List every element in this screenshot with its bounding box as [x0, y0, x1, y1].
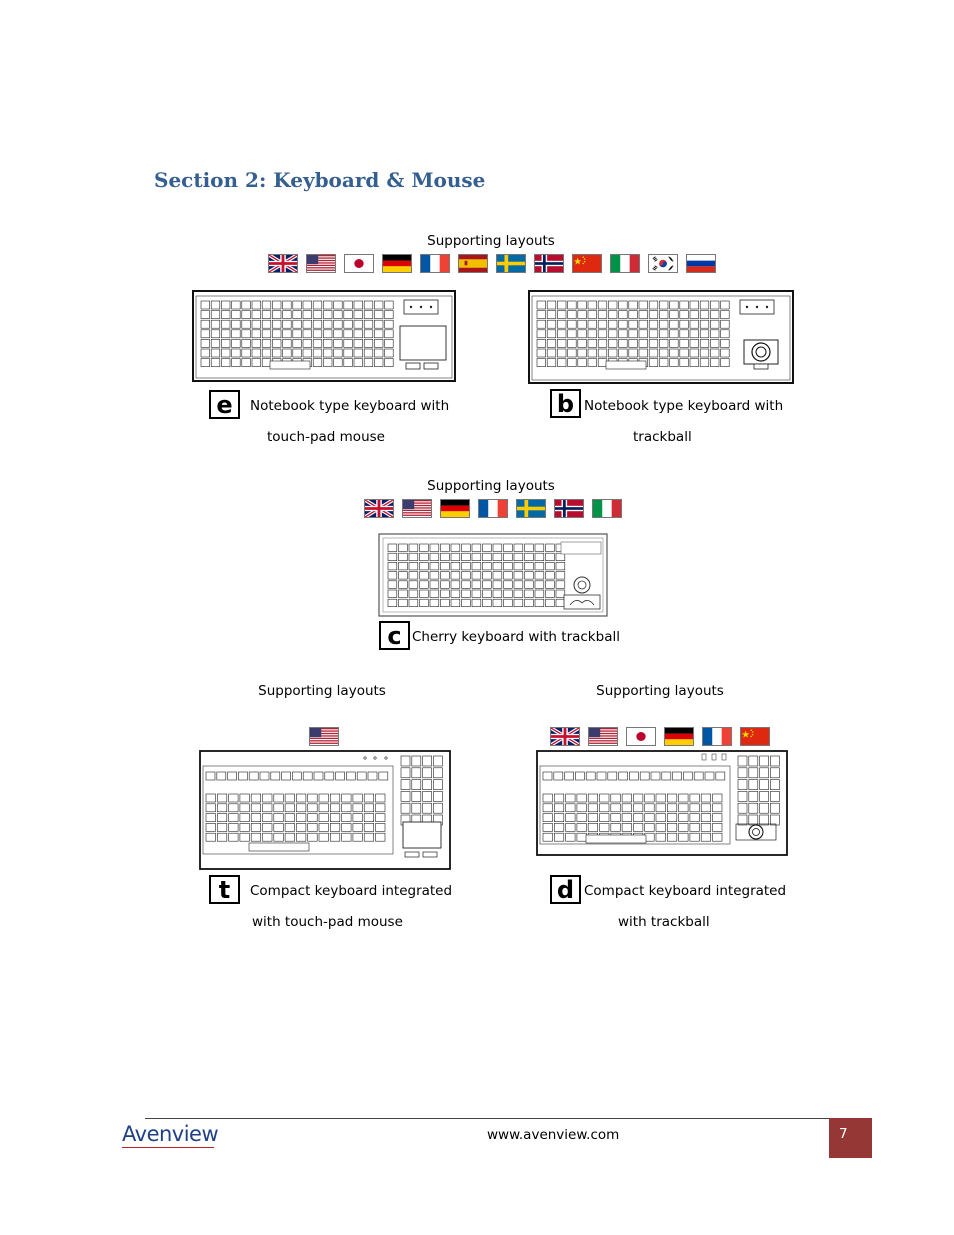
us-flag	[309, 727, 339, 746]
model-letter-d: d	[550, 875, 581, 904]
model-letter-b: b	[550, 389, 581, 418]
cherry-trackball-keyboard-image	[378, 533, 608, 617]
notebook-trackball-keyboard-image	[528, 290, 794, 384]
supporting-layouts-label: Supporting layouts	[596, 683, 724, 699]
compact-touchpad-keyboard-image	[199, 750, 451, 870]
footer-url[interactable]: www.avenview.com	[487, 1127, 620, 1143]
flag-row-compact-trackball	[550, 727, 770, 746]
section-title: Section 2: Keyboard & Mouse	[154, 168, 486, 192]
us-flag	[588, 727, 618, 746]
logo-underline	[122, 1147, 214, 1148]
uk-flag	[364, 499, 394, 518]
us-flag	[306, 254, 336, 273]
model-b-description-line1: Notebook type keyboard with	[584, 398, 784, 414]
germany-flag	[382, 254, 412, 273]
flag-row-compact-touchpad	[309, 727, 339, 746]
model-b-description-line2: trackball	[633, 429, 692, 445]
supporting-layouts-label: Supporting layouts	[427, 478, 555, 494]
china-flag	[572, 254, 602, 273]
spain-flag	[458, 254, 488, 273]
model-letter-c: c	[379, 621, 410, 650]
norway-flag	[534, 254, 564, 273]
model-letter-e: e	[209, 390, 240, 419]
model-letter-t: t	[209, 875, 240, 904]
italy-flag	[592, 499, 622, 518]
italy-flag	[610, 254, 640, 273]
japan-flag	[344, 254, 374, 273]
model-e-description-line1: Notebook type keyboard with	[250, 398, 450, 414]
germany-flag	[664, 727, 694, 746]
norway-flag	[554, 499, 584, 518]
flag-row-cherry	[364, 499, 622, 518]
germany-flag	[440, 499, 470, 518]
compact-trackball-keyboard-image	[536, 750, 788, 860]
japan-flag	[626, 727, 656, 746]
page-number: 7	[829, 1118, 872, 1158]
russia-flag	[686, 254, 716, 273]
footer-divider	[145, 1118, 829, 1119]
model-d-description-line1: Compact keyboard integrated	[584, 883, 787, 899]
supporting-layouts-label: Supporting layouts	[258, 683, 386, 699]
uk-flag	[550, 727, 580, 746]
france-flag	[420, 254, 450, 273]
korea-flag	[648, 254, 678, 273]
flag-row-notebook	[268, 254, 716, 273]
avenview-logo: Avenview	[122, 1122, 219, 1146]
france-flag	[478, 499, 508, 518]
uk-flag	[268, 254, 298, 273]
model-e-description-line2: touch-pad mouse	[267, 429, 385, 445]
model-d-description-line2: with trackball	[618, 914, 710, 930]
china-flag	[740, 727, 770, 746]
model-t-description-line1: Compact keyboard integrated	[250, 883, 453, 899]
model-t-description-line2: with touch-pad mouse	[252, 914, 403, 930]
sweden-flag	[496, 254, 526, 273]
supporting-layouts-label: Supporting layouts	[427, 233, 555, 249]
france-flag	[702, 727, 732, 746]
model-c-description: Cherry keyboard with trackball	[412, 629, 620, 645]
notebook-touchpad-keyboard-image	[192, 290, 456, 382]
us-flag	[402, 499, 432, 518]
sweden-flag	[516, 499, 546, 518]
